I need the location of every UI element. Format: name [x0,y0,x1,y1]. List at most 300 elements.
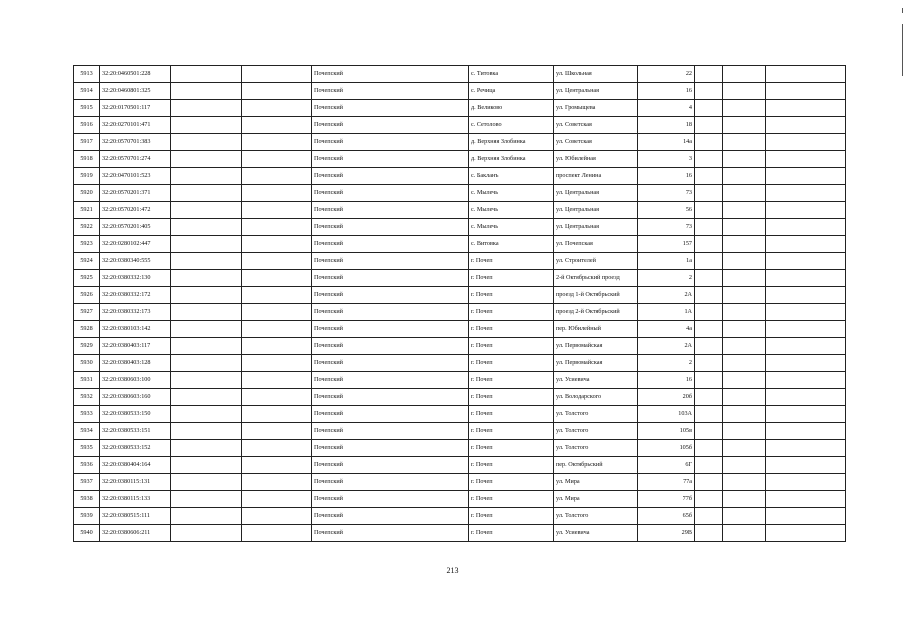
cell-cadastral-number: 32:20:0460501:228 [100,66,171,83]
cell-empty [766,321,846,338]
table-row [74,474,846,491]
cell-empty [171,168,242,185]
cell-district: Почепский [312,406,469,423]
cell-street: ул. Первомайская [554,338,638,355]
cell-empty [242,338,312,355]
cell-empty [723,389,766,406]
cell-row-number: 5932 [74,389,100,406]
table-row [74,185,846,202]
cell-empty [242,508,312,525]
table-row [74,508,846,525]
cell-empty [723,83,766,100]
cell-empty [766,406,846,423]
cell-locality: д. Великово [469,100,554,117]
cell-house-number: 2 [638,355,695,372]
cell-row-number: 5917 [74,134,100,151]
cell-empty [723,236,766,253]
cell-empty [695,287,723,304]
cell-empty [723,406,766,423]
cell-house-number: 105в [638,423,695,440]
cell-row-number: 5934 [74,423,100,440]
cell-locality: г. Почеп [469,474,554,491]
cell-locality: г. Почеп [469,321,554,338]
cell-empty [171,270,242,287]
cell-empty [171,236,242,253]
cell-empty [723,355,766,372]
cell-empty [171,372,242,389]
cell-empty [723,304,766,321]
cell-empty [242,304,312,321]
cell-empty [723,168,766,185]
cell-empty [723,270,766,287]
cell-house-number: 56 [638,202,695,219]
cell-empty [242,219,312,236]
cell-cadastral-number: 32:20:0270101:471 [100,117,171,134]
cell-empty [695,321,723,338]
cell-house-number: 14а [638,134,695,151]
cell-empty [695,202,723,219]
cell-empty [723,134,766,151]
cell-row-number: 5927 [74,304,100,321]
cell-district: Почепский [312,457,469,474]
cell-empty [695,525,723,542]
cell-empty [695,117,723,134]
table-row [74,236,846,253]
cell-empty [695,508,723,525]
cell-empty [695,440,723,457]
cell-locality: с. Витовка [469,236,554,253]
cell-empty [766,508,846,525]
cell-empty [766,474,846,491]
cell-empty [171,508,242,525]
table-row [74,338,846,355]
cell-district: Почепский [312,423,469,440]
cell-empty [242,440,312,457]
cell-empty [766,372,846,389]
cell-district: Почепский [312,253,469,270]
cell-empty [766,423,846,440]
cell-locality: г. Почеп [469,372,554,389]
cell-locality: с. Мылечь [469,202,554,219]
cell-empty [766,355,846,372]
cell-row-number: 5929 [74,338,100,355]
cell-empty [723,117,766,134]
cell-street: проезд 1-й Октябрьский [554,287,638,304]
cell-district: Почепский [312,389,469,406]
cell-empty [766,338,846,355]
cell-empty [766,389,846,406]
cell-empty [723,474,766,491]
table-row [74,66,846,83]
cell-locality: с. Мылечь [469,219,554,236]
cell-empty [242,406,312,423]
cell-empty [695,185,723,202]
cell-street: ул. Центральная [554,185,638,202]
cell-empty [766,168,846,185]
cell-house-number: 2 [638,270,695,287]
cell-empty [723,423,766,440]
cell-empty [171,525,242,542]
cell-house-number: 157 [638,236,695,253]
cell-empty [723,100,766,117]
cell-locality: с. Речица [469,83,554,100]
cell-house-number: 3 [638,151,695,168]
cell-empty [695,236,723,253]
cell-empty [242,389,312,406]
cell-row-number: 5913 [74,66,100,83]
table-row [74,457,846,474]
cell-locality: г. Почеп [469,423,554,440]
table-body [74,66,846,542]
scan-edge-mark [902,24,903,76]
cell-street: ул. Толстого [554,440,638,457]
cell-street: ул. Толстого [554,508,638,525]
cell-empty [242,372,312,389]
table-row [74,287,846,304]
cell-empty [171,457,242,474]
cell-locality: г. Почеп [469,270,554,287]
cell-empty [766,202,846,219]
cell-house-number: 73 [638,219,695,236]
cell-house-number: 16 [638,372,695,389]
cell-street: ул. Усиевича [554,372,638,389]
cell-row-number: 5931 [74,372,100,389]
cell-house-number: 77б [638,491,695,508]
cell-street: ул. Центральная [554,219,638,236]
cell-district: Почепский [312,185,469,202]
cell-empty [695,151,723,168]
cell-locality: г. Почеп [469,389,554,406]
cell-street: проспект Ленина [554,168,638,185]
cell-empty [695,389,723,406]
scan-edge-mark [902,8,903,13]
cell-empty [242,168,312,185]
cell-empty [242,117,312,134]
cell-empty [242,134,312,151]
cell-empty [242,100,312,117]
cell-cadastral-number: 32:20:0280102:447 [100,236,171,253]
cell-empty [766,270,846,287]
cell-empty [171,202,242,219]
cell-empty [171,440,242,457]
cell-empty [723,287,766,304]
table-row [74,389,846,406]
cell-cadastral-number: 32:20:0380403:117 [100,338,171,355]
cell-cadastral-number: 32:20:0570201:371 [100,185,171,202]
cell-street: ул. Юбилейная [554,151,638,168]
cell-empty [171,185,242,202]
cell-street: ул. Строителей [554,253,638,270]
cell-empty [723,491,766,508]
table-row [74,423,846,440]
cell-empty [242,355,312,372]
cell-empty [242,525,312,542]
table-row [74,355,846,372]
cell-empty [171,321,242,338]
cell-empty [766,117,846,134]
cell-empty [766,134,846,151]
cell-empty [723,219,766,236]
cell-empty [723,525,766,542]
cell-row-number: 5939 [74,508,100,525]
cell-empty [723,457,766,474]
cell-cadastral-number: 32:20:0380332:130 [100,270,171,287]
table-row [74,491,846,508]
cell-empty [242,474,312,491]
cell-row-number: 5921 [74,202,100,219]
cell-district: Почепский [312,236,469,253]
cell-empty [695,338,723,355]
cell-empty [171,100,242,117]
cell-empty [766,185,846,202]
cell-empty [171,66,242,83]
cell-locality: г. Почеп [469,457,554,474]
cell-empty [171,355,242,372]
cell-row-number: 5936 [74,457,100,474]
cell-empty [171,117,242,134]
cell-empty [242,287,312,304]
cell-empty [766,440,846,457]
cell-empty [695,304,723,321]
cell-empty [695,355,723,372]
cell-street: ул. Почепская [554,236,638,253]
table-row [74,304,846,321]
cell-empty [723,151,766,168]
cell-empty [242,66,312,83]
cell-district: Почепский [312,304,469,321]
cell-empty [171,423,242,440]
cell-street: ул. Володарского [554,389,638,406]
cell-district: Почепский [312,338,469,355]
cell-empty [171,134,242,151]
cell-empty [171,389,242,406]
cell-district: Почепский [312,491,469,508]
cell-empty [766,253,846,270]
cell-cadastral-number: 32:20:0170501:117 [100,100,171,117]
cell-empty [766,66,846,83]
table-row [74,202,846,219]
cell-empty [242,457,312,474]
cell-cadastral-number: 32:20:0380603:100 [100,372,171,389]
cell-house-number: 6Г [638,457,695,474]
cell-cadastral-number: 32:20:0570201:472 [100,202,171,219]
cell-cadastral-number: 32:20:0380404:164 [100,457,171,474]
cell-row-number: 5922 [74,219,100,236]
cell-cadastral-number: 32:20:0380606:211 [100,525,171,542]
cell-cadastral-number: 32:20:0380533:150 [100,406,171,423]
cell-house-number: 16 [638,83,695,100]
cell-empty [695,219,723,236]
cell-district: Почепский [312,372,469,389]
table-row [74,151,846,168]
cell-locality: д. Верхняя Злобинка [469,151,554,168]
cell-row-number: 5925 [74,270,100,287]
cell-locality: г. Почеп [469,304,554,321]
cell-empty [695,66,723,83]
cell-row-number: 5940 [74,525,100,542]
cell-street: ул. Усиевича [554,525,638,542]
cell-empty [171,151,242,168]
cell-cadastral-number: 32:20:0380340:555 [100,253,171,270]
cell-house-number: 1А [638,304,695,321]
cell-district: Почепский [312,66,469,83]
cell-empty [766,525,846,542]
cell-row-number: 5935 [74,440,100,457]
cell-street: ул. Мира [554,491,638,508]
cell-cadastral-number: 32:20:0380332:173 [100,304,171,321]
cell-district: Почепский [312,117,469,134]
cell-house-number: 73 [638,185,695,202]
cell-cadastral-number: 32:20:0380603:160 [100,389,171,406]
cell-district: Почепский [312,219,469,236]
cell-empty [766,100,846,117]
cell-row-number: 5928 [74,321,100,338]
table-row [74,406,846,423]
cell-empty [695,83,723,100]
table-row [74,168,846,185]
cell-district: Почепский [312,508,469,525]
cell-row-number: 5916 [74,117,100,134]
cell-district: Почепский [312,287,469,304]
cell-house-number: 4 [638,100,695,117]
cell-street: 2-й Октябрьский проезд [554,270,638,287]
cell-street: ул. Советская [554,134,638,151]
cell-empty [695,474,723,491]
cell-cadastral-number: 32:20:0380403:128 [100,355,171,372]
cell-empty [242,202,312,219]
cell-empty [723,440,766,457]
cell-empty [171,474,242,491]
table-row [74,440,846,457]
cell-empty [766,151,846,168]
cell-empty [242,185,312,202]
cell-row-number: 5915 [74,100,100,117]
cell-empty [242,491,312,508]
table-row [74,321,846,338]
cell-house-number: 77а [638,474,695,491]
cell-locality: г. Почеп [469,525,554,542]
cell-row-number: 5926 [74,287,100,304]
cell-house-number: 105б [638,440,695,457]
cell-empty [723,338,766,355]
cell-district: Почепский [312,134,469,151]
cell-street: проезд 2-й Октябрьский [554,304,638,321]
cell-locality: г. Почеп [469,355,554,372]
cell-empty [171,338,242,355]
cell-street: ул. Громыщева [554,100,638,117]
cell-row-number: 5923 [74,236,100,253]
cell-district: Почепский [312,355,469,372]
cell-house-number: 103А [638,406,695,423]
cell-row-number: 5930 [74,355,100,372]
cell-house-number: 65б [638,508,695,525]
cell-row-number: 5924 [74,253,100,270]
cell-district: Почепский [312,270,469,287]
cell-locality: г. Почеп [469,338,554,355]
cell-locality: с. Мылечь [469,185,554,202]
cell-house-number: 22 [638,66,695,83]
cell-empty [242,83,312,100]
cell-street: ул. Центральная [554,83,638,100]
cell-house-number: 4а [638,321,695,338]
cell-empty [723,66,766,83]
cell-empty [766,83,846,100]
cell-street: пер. Юбилейный [554,321,638,338]
table-row [74,117,846,134]
cell-empty [242,236,312,253]
cell-empty [242,253,312,270]
table-row [74,100,846,117]
cell-street: ул. Толстого [554,423,638,440]
cell-locality: с. Титовка [469,66,554,83]
cell-street: ул. Толстого [554,406,638,423]
table-row [74,83,846,100]
cell-district: Почепский [312,321,469,338]
land-plot-table [73,65,846,542]
cell-locality: г. Почеп [469,253,554,270]
cell-row-number: 5938 [74,491,100,508]
cell-street: пер. Октябрьский [554,457,638,474]
cell-street: ул. Школьная [554,66,638,83]
cell-empty [171,287,242,304]
cell-empty [695,270,723,287]
cell-empty [766,457,846,474]
cell-locality: г. Почеп [469,508,554,525]
cell-house-number: 2А [638,338,695,355]
cell-house-number: 2А [638,287,695,304]
cell-locality: с. Бакланъ [469,168,554,185]
cell-cadastral-number: 32:20:0470101:523 [100,168,171,185]
cell-cadastral-number: 32:20:0380115:133 [100,491,171,508]
cell-empty [695,491,723,508]
cell-cadastral-number: 32:20:0380533:151 [100,423,171,440]
cell-locality: г. Почеп [469,491,554,508]
cell-district: Почепский [312,83,469,100]
table-row [74,270,846,287]
cell-house-number: 18 [638,117,695,134]
cell-district: Почепский [312,168,469,185]
cell-empty [766,236,846,253]
table-row [74,134,846,151]
cell-empty [695,372,723,389]
cell-empty [766,491,846,508]
cell-empty [723,508,766,525]
page-number: 213 [446,566,459,575]
cell-cadastral-number: 32:20:0380533:152 [100,440,171,457]
cell-district: Почепский [312,151,469,168]
cell-row-number: 5933 [74,406,100,423]
cell-locality: д. Верхняя Злобинка [469,134,554,151]
cell-district: Почепский [312,202,469,219]
cell-cadastral-number: 32:20:0380115:131 [100,474,171,491]
cell-empty [242,151,312,168]
cell-district: Почепский [312,474,469,491]
cell-empty [171,491,242,508]
cell-empty [766,287,846,304]
table-row [74,525,846,542]
cell-cadastral-number: 32:20:0570701:383 [100,134,171,151]
cell-cadastral-number: 32:20:0380103:142 [100,321,171,338]
cell-empty [695,406,723,423]
cell-cadastral-number: 32:20:0380332:172 [100,287,171,304]
cell-house-number: 1а [638,253,695,270]
cell-empty [695,423,723,440]
cell-empty [171,304,242,321]
cell-empty [723,372,766,389]
cell-house-number: 29В [638,525,695,542]
cell-empty [766,304,846,321]
table-row [74,219,846,236]
